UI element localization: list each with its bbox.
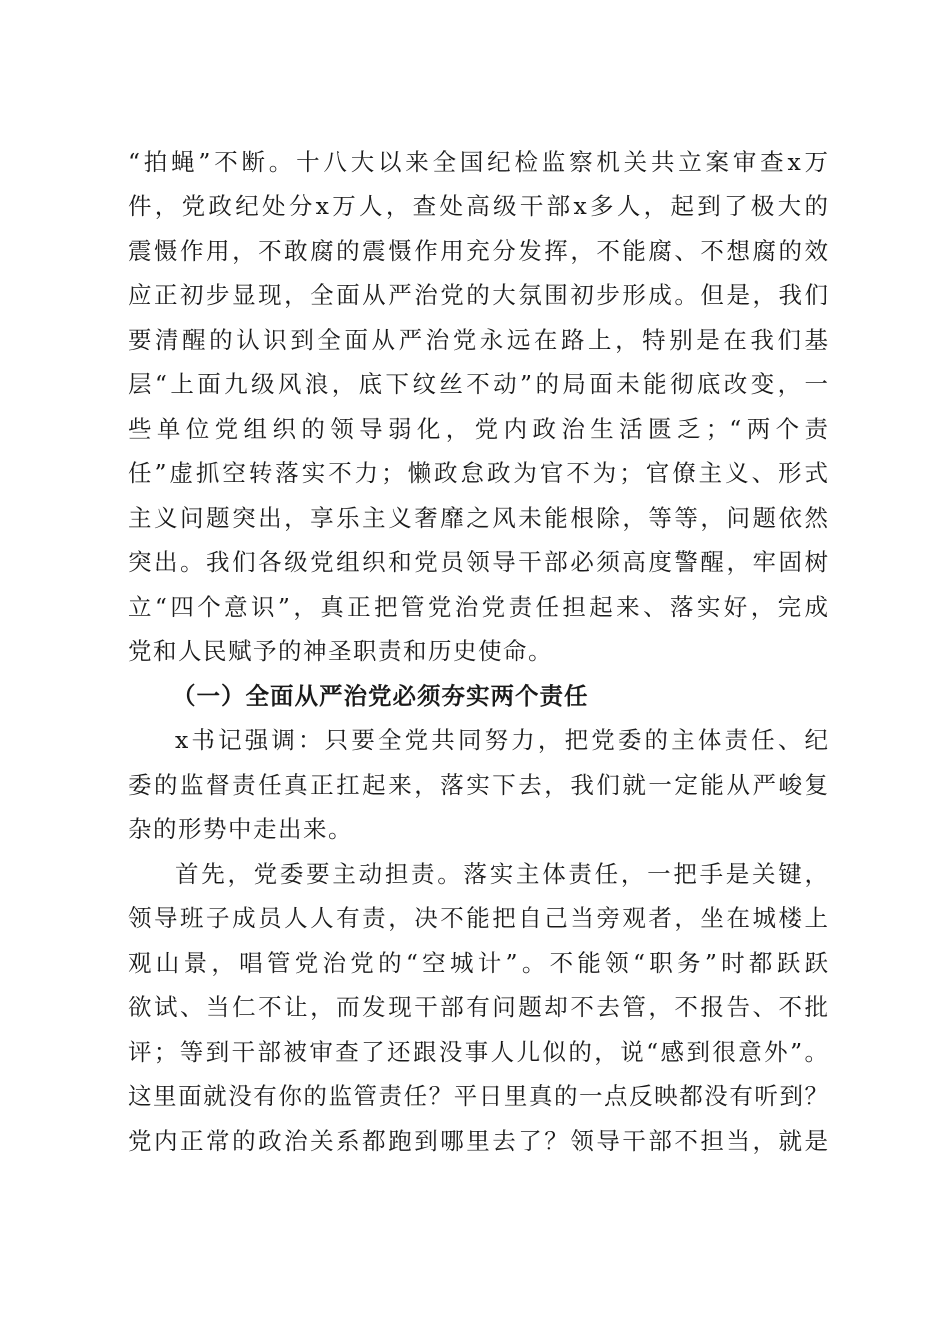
text-line: 党和人民赋予的神圣职责和历史使命。 — [128, 637, 553, 665]
text-line: 立“四个意识”，真正把管党治党责任担起来、落实好，完成 — [128, 593, 828, 621]
text-line: 主义问题突出，享乐主义奢靡之风未能根除，等等，问题依然 — [128, 504, 828, 532]
text-line: 件，党政纪处分x万人，查处高级干部x多人，起到了极大的 — [128, 192, 828, 220]
text-line: 些单位党组织的领导弱化，党内政治生活匮乏；“两个责 — [128, 415, 828, 443]
text-line: 观山景，唱管党治党的“空城计”。不能领“职务”时都跃跃 — [128, 949, 828, 977]
text-line: 杂的形势中走出来。 — [128, 815, 353, 843]
text-line: “拍蝇”不断。十八大以来全国纪检监察机关共立案审查x万 — [128, 148, 828, 176]
text-line: 层“上面九级风浪，底下纹丝不动”的局面未能彻底改变，一 — [128, 370, 828, 398]
text-line: 应正初步显现，全面从严治党的大氛围初步形成。但是，我们 — [128, 281, 828, 309]
text-line: 欲试、当仁不让，而发现干部有问题却不去管，不报告、不批 — [128, 993, 828, 1021]
text-line: 突出。我们各级党组织和党员领导干部必须高度警醒，牢固树 — [128, 548, 828, 576]
text-line: 委的监督责任真正扛起来，落实下去，我们就一定能从严峻复 — [128, 771, 828, 799]
text-line: 震慑作用，不敢腐的震慑作用充分发挥，不能腐、不想腐的效 — [128, 237, 828, 265]
text-line: x书记强调：只要全党共同努力，把党委的主体责任、纪 — [175, 726, 828, 754]
text-line: 要清醒的认识到全面从严治党永远在路上，特别是在我们基 — [128, 326, 828, 354]
section-heading: （一）全面从严治党必须夯实两个责任 — [172, 682, 589, 710]
text-line: 评；等到干部被审查了还跟没事人儿似的，说“感到很意外”。 — [128, 1038, 828, 1066]
text-line: 首先，党委要主动担责。落实主体责任，一把手是关键， — [175, 860, 828, 888]
text-line: 任”虚抓空转落实不力；懒政怠政为官不为；官僚主义、形式 — [128, 459, 828, 487]
text-line: 这里面就没有你的监管责任？平日里真的一点反映都没有听到？ — [128, 1082, 828, 1110]
text-line: 党内正常的政治关系都跑到哪里去了？领导干部不担当，就是 — [128, 1127, 828, 1155]
text-line: 领导班子成员人人有责，决不能把自己当旁观者，坐在城楼上 — [128, 904, 828, 932]
